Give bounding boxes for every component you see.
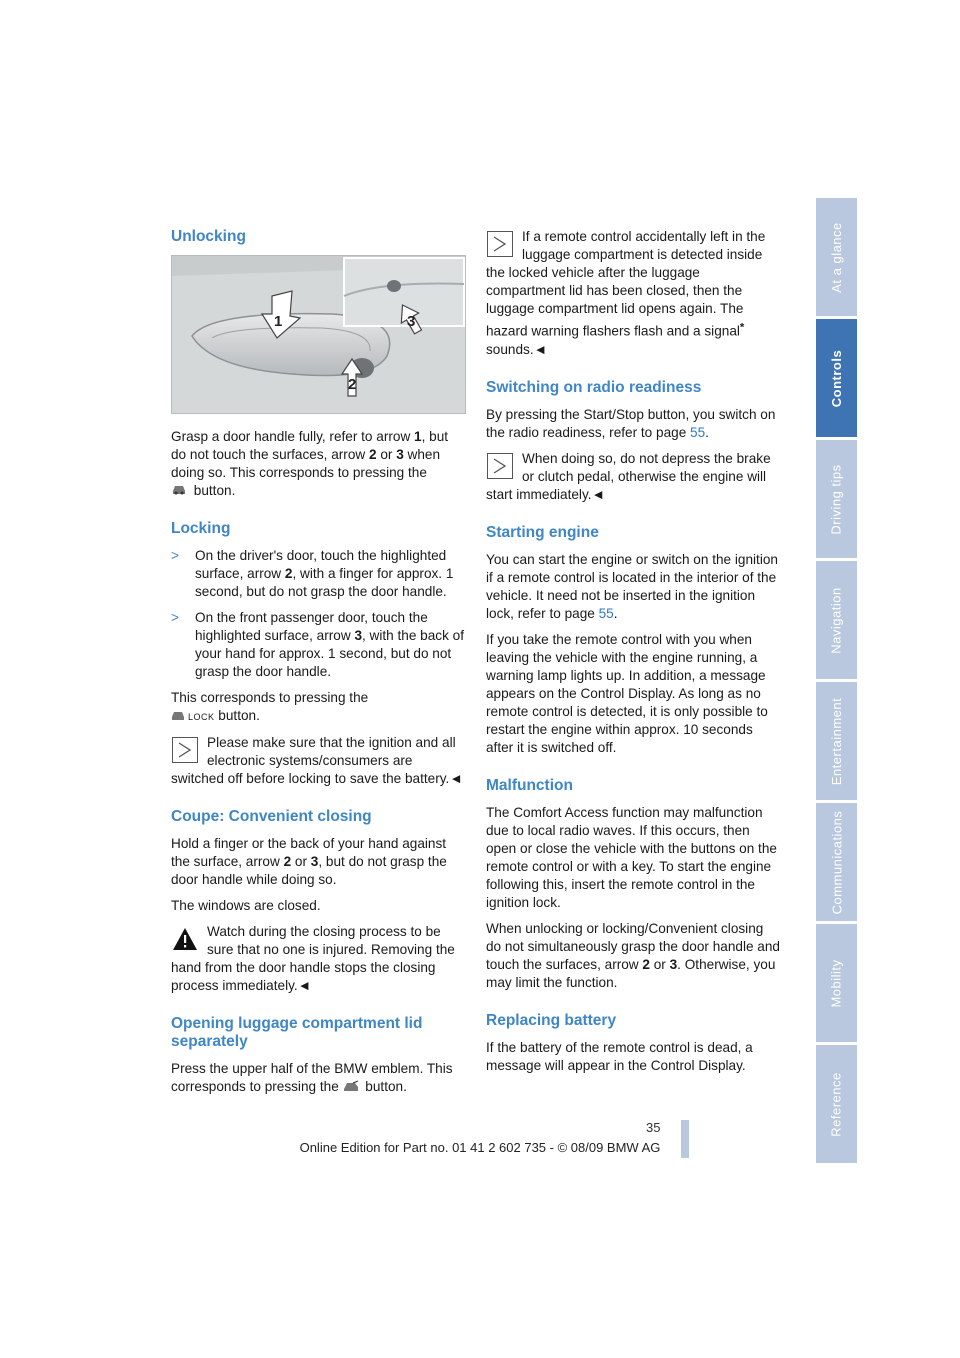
page-number: 35: [646, 1120, 661, 1135]
left-column: [171, 228, 466, 1105]
figure-label-3: 3: [407, 313, 416, 330]
door-handle-figure: [171, 255, 466, 414]
luggage-paragraph: Press the upper half of the BMW emblem. This corresponds to pressing the button.: [171, 1060, 466, 1096]
battery-paragraph: If the battery of the remote control is dead, a message will appear in the Control Display.: [486, 1039, 753, 1073]
note-icon: [486, 230, 514, 258]
coupe-warning: Watch during the closing process to be sure that no one is injured. Removing the hand from the door handle stops the closing process immediately.◄: [171, 924, 455, 994]
tab-navigation[interactable]: Navigation: [816, 561, 857, 679]
heading-battery: Replacing battery: [486, 1011, 617, 1029]
page-link-55[interactable]: 55: [690, 424, 706, 440]
tab-at-a-glance[interactable]: At a glance: [816, 198, 857, 316]
heading-radio: Switching on radio readiness: [486, 378, 702, 396]
lock-car-icon: [171, 708, 185, 726]
tab-reference[interactable]: Reference: [816, 1045, 857, 1163]
malfunction-paragraph-2: When unlocking or locking/Convenient closing do not simultaneously grasp the door handle and touch the surfaces, arrow 2 or 3. Otherwise, you may limit the function.: [486, 920, 780, 990]
heading-starting: Starting engine: [486, 523, 599, 541]
locking-note: Please make sure that the ignition and all electronic systems/consumers are switched off before locking to save the battery.◄: [171, 735, 463, 787]
tab-controls[interactable]: Controls: [816, 319, 857, 437]
chapter-tabs: [816, 198, 857, 1166]
trunk-icon: [343, 1079, 359, 1097]
page-link-55[interactable]: 55: [598, 605, 614, 621]
heading-coupe: Coupe: Convenient closing: [171, 808, 372, 826]
tab-driving-tips[interactable]: Driving tips: [816, 440, 857, 558]
locking-bullet-1: > On the driver's door, touch the highlighted surface, arrow 2, with a finger for approx. 1 second, but do not grasp the door handle.: [171, 548, 454, 600]
coupe-paragraph-2: The windows are closed.: [171, 898, 321, 914]
unlock-car-icon: [171, 482, 187, 500]
heading-malfunction: Malfunction: [486, 776, 573, 794]
luggage-remote-note: If a remote control accidentally left in the luggage compartment is detected inside the locked vehicle after the luggage compartment lid has been closed, then the luggage compartment lid opens again. The hazard warning flashers flash and a signal* sounds.◄: [486, 229, 766, 357]
note-icon: [486, 452, 514, 480]
figure-label-2: 2: [348, 376, 357, 393]
radio-note: When doing so, do not depress the brake or clutch pedal, otherwise the engine will start immediately.◄: [486, 450, 771, 502]
starting-paragraph-1: You can start the engine or switch on the ignition if a remote control is located in the interior of the vehicle. It need not be inserted in the ignition lock, refer to page 55.: [486, 551, 778, 621]
figure-label-1: 1: [274, 313, 283, 330]
locking-bullet-2: > On the front passenger door, touch the highlighted surface, arrow 3, with the back of your hand for approx. 1 second, but do not grasp the door handle.: [171, 610, 465, 680]
tab-mobility[interactable]: Mobility: [816, 924, 857, 1042]
starting-paragraph-2: If you take the remote control with you when leaving the vehicle with the engine running, a warning lamp lights up. In addition, a message appears on the Control Display. As long as no remote control is detected, it is only possible to restart the engine within approx. 10 seconds after it is switched off.: [486, 631, 768, 755]
heading-luggage: Opening luggage compartment lid separately: [171, 1015, 423, 1051]
locking-corresponds: This corresponds to pressing the LOCK button.: [171, 689, 466, 726]
tab-communications[interactable]: Communications: [816, 803, 857, 921]
right-column: [486, 228, 781, 1083]
door-handle-illustration: [172, 256, 465, 413]
heading-unlocking: Unlocking: [171, 228, 246, 245]
unlocking-paragraph: Grasp a door handle fully, refer to arrow 1, but do not touch the surfaces, arrow 2 or 3 when doing so. This corresponds to pressing the button.: [171, 428, 466, 500]
radio-paragraph: By pressing the Start/Stop button, you switch on the radio readiness, refer to page 55.: [486, 406, 776, 440]
heading-locking: Locking: [171, 520, 231, 538]
tab-entertainment[interactable]: Entertainment: [816, 682, 857, 800]
malfunction-paragraph-1: The Comfort Access function may malfunction due to local radio waves. If this occurs, then open or close the vehicle with the buttons on the remote control or with a key. To start the engine following this, insert the remote control in the ignition lock.: [486, 804, 777, 910]
footer-edition: Online Edition for Part no. 01 41 2 602 735 - © 08/09 BMW AG: [299, 1140, 661, 1155]
note-icon: [171, 736, 199, 764]
coupe-paragraph-1: Hold a finger or the back of your hand against the surface, arrow 2 or 3, but do not grasp the door handle while doing so.: [171, 836, 447, 888]
warning-triangle-icon: [171, 925, 199, 953]
